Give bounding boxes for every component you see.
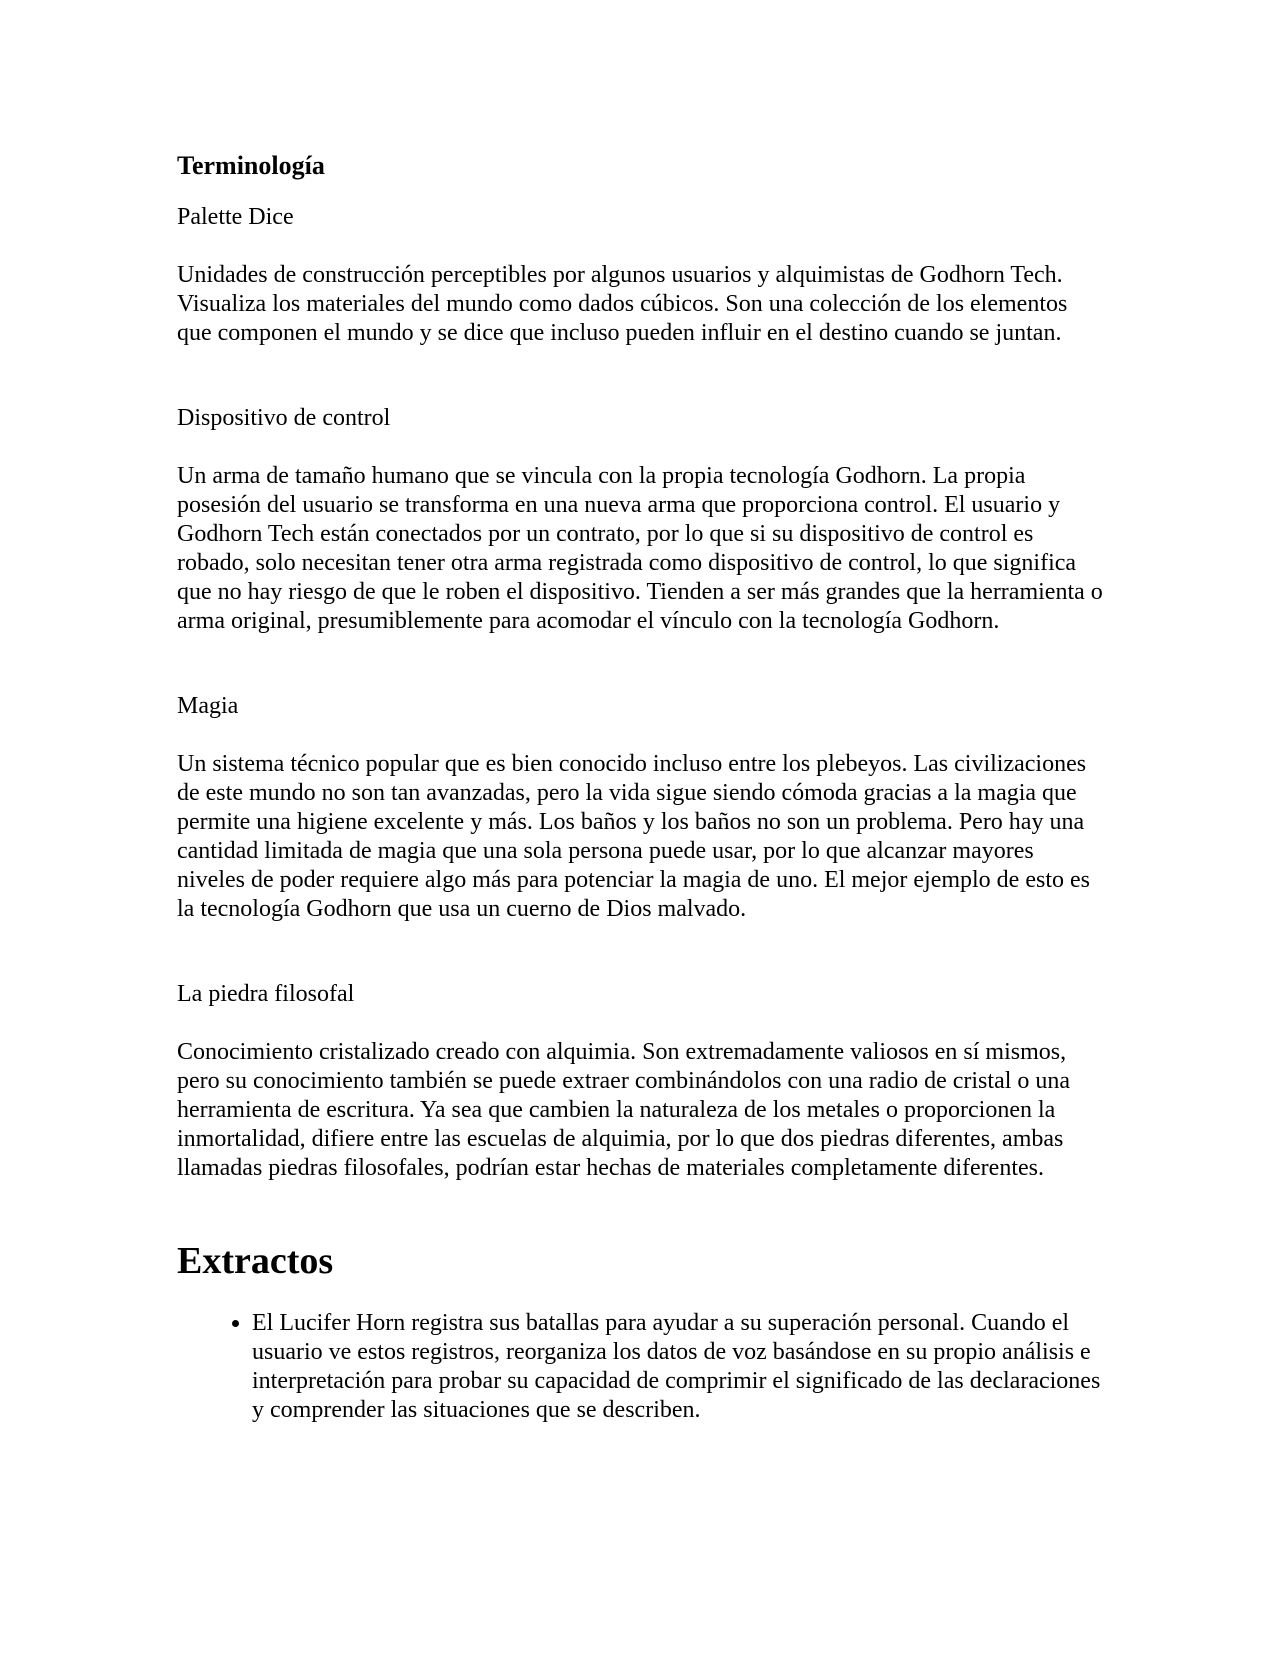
term-palette-dice — [177, 203, 1107, 348]
document-page — [177, 138, 1107, 1425]
term-description: Unidades de construcción perceptibles por algunos usuarios y alquimistas de Godhorn Tech. Visualiza los materiales del mundo como dados cúbicos. Son una colección de los elementos que componen el mundo y se dice que incluso pueden influir en el destino cuando se juntan. — [177, 262, 1068, 347]
term-magic — [177, 692, 1107, 924]
term-name: La piedra filosofal — [177, 981, 355, 1008]
excerpts-heading: Extractos — [177, 1240, 334, 1283]
term-description: Un sistema técnico popular que es bien conocido incluso entre los plebeyos. Las civilizaciones de este mundo no son tan avanzadas, pero la vida sigue siendo cómoda gracias a la magia que permite una higiene excelente y más. Los baños y los baños no son un problema. Pero hay una cantidad limitada de magia que una sola persona puede usar, por lo que alcanzar mayores niveles de poder requiere algo más para potenciar la magia de uno. El mejor ejemplo de esto es la tecnología Godhorn que usa un cuerno de Dios malvado. — [177, 751, 1090, 923]
excerpts-list — [177, 1309, 1107, 1425]
terminology-heading: Terminología — [177, 151, 325, 180]
term-name: Dispositivo de control — [177, 405, 391, 432]
term-description: Un arma de tamaño humano que se vincula con la propia tecnología Godhorn. La propia posesión del usuario se transforma en una nueva arma que proporciona control. El usuario y Godhorn Tech están conectados por un contrato, por lo que si su dispositivo de control es robado, solo necesitan tener otra arma registrada como dispositivo de control, lo que significa que no hay riesgo de que le roben el dispositivo. Tienden a ser más grandes que la herramienta o arma original, presumiblemente para acomodar el vínculo con la tecnología Godhorn. — [177, 463, 1103, 635]
term-name: Palette Dice — [177, 204, 294, 231]
list-item: • El Lucifer Horn registra sus batallas para ayudar a su superación personal. Cuando el usuario ve estos registros, reorganiza los datos de voz basándose en su propio análisis e interpretación para probar su capacidad de comprimir el significado de las declaraciones y comprender las situaciones que se describen. — [252, 1309, 1107, 1425]
term-control-device — [177, 404, 1107, 636]
term-philosophers-stone — [177, 980, 1107, 1183]
term-name: Magia — [177, 693, 239, 720]
term-description: Conocimiento cristalizado creado con alquimia. Son extremadamente valiosos en sí mismos, pero su conocimiento también se puede extraer combinándolos con una radio de cristal o una herramienta de escritura. Ya sea que cambien la naturaleza de los metales o proporcionen la inmortalidad, difiere entre las escuelas de alquimia, por lo que dos piedras diferentes, ambas llamadas piedras filosofales, podrían estar hechas de materiales completamente diferentes. — [177, 1039, 1071, 1182]
